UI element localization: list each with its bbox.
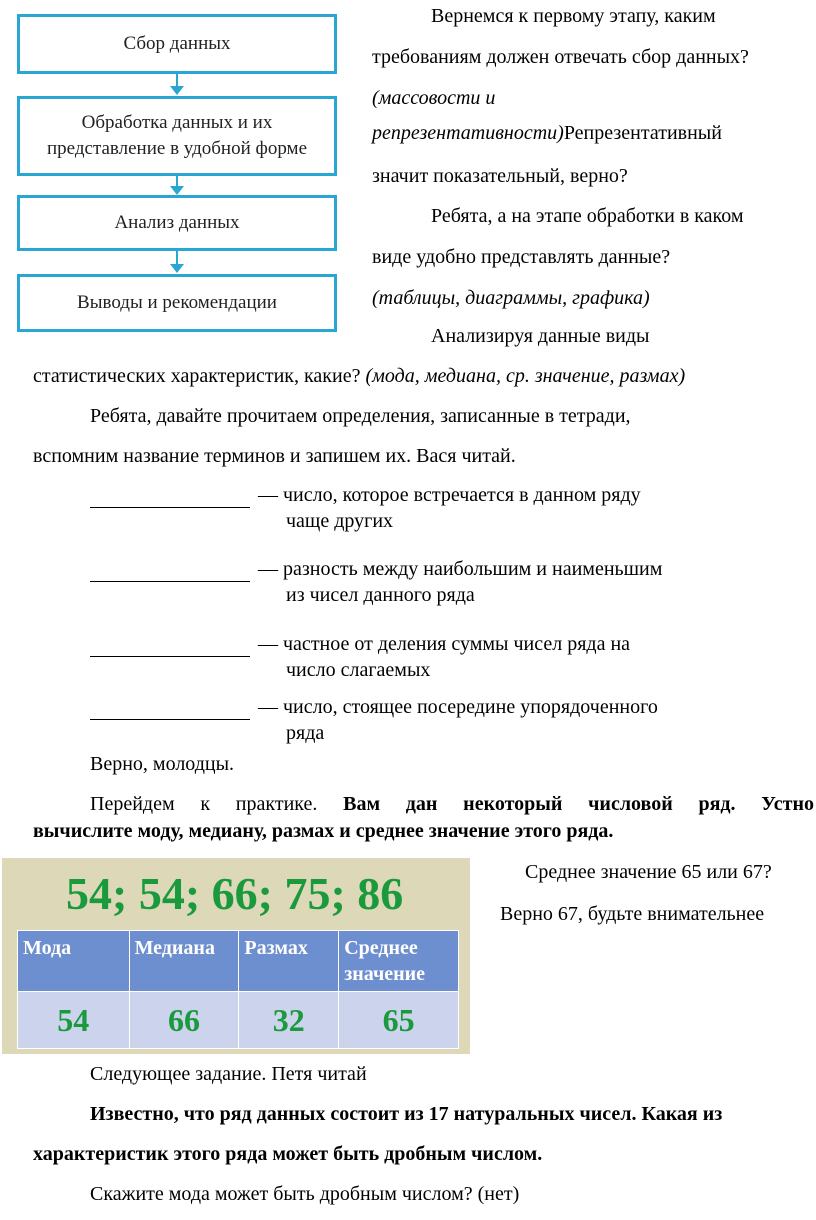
header-mode: Мода: [18, 931, 130, 992]
table-header-row: [18, 931, 459, 992]
value-range: 32: [239, 992, 339, 1049]
value-mode: 54: [18, 992, 130, 1049]
intro-line: требованиям должен отвечать сбор данных?: [372, 46, 749, 68]
answer-blank[interactable]: [90, 656, 250, 657]
practice-task: вычислите моду, медиану, размах и среднее значение этого ряда.: [33, 820, 614, 842]
flowchart-step-conclusions: Выводы и рекомендации: [17, 274, 337, 332]
value-median: 66: [129, 992, 239, 1049]
statistics-table: [17, 930, 459, 1049]
intro-answer: (мода, медиана, ср. значение, размах): [365, 365, 686, 387]
arrow-down-icon: [170, 264, 184, 273]
definition-median: — число, стоящее посередине упорядоченного ряда: [258, 696, 658, 744]
header-median: Медиана: [129, 931, 239, 992]
slide-image: [2, 858, 470, 1054]
next-task-bold: характеристик этого ряда может быть дробным числом.: [33, 1143, 543, 1165]
intro-line: виде удобно представлять данные?: [372, 246, 671, 268]
next-task-question: Скажите мода может быть дробным числом? (нет): [90, 1183, 520, 1205]
header-range: Размах: [239, 931, 339, 992]
side-question: Среднее значение 65 или 67?: [525, 861, 772, 883]
definition-mode: — число, которое встречается в данном ряду чаще других: [258, 484, 641, 532]
answer-blank[interactable]: [90, 719, 250, 720]
flowchart-connector: [176, 251, 178, 265]
intro-line: значит показательный, верно?: [372, 165, 628, 187]
intro-line: Вернемся к первому этапу, каким: [431, 5, 716, 27]
intro-line: Ребята, а на этапе обработки в каком: [431, 205, 744, 227]
table-row: [18, 992, 459, 1049]
intro-line: вспомним название терминов и запишем их. Вася читай.: [33, 445, 516, 467]
arrow-down-icon: [170, 86, 184, 95]
next-task-bold: Известно, что ряд данных состоит из 17 натуральных чисел. Какая из: [90, 1103, 723, 1125]
intro-answer: (таблицы, диаграммы, графика): [372, 287, 650, 309]
practice-line: Перейдем к практике. Вам дан некоторый числовой ряд. Устно: [90, 793, 814, 815]
value-mean: 65: [339, 992, 459, 1049]
arrow-down-icon: [170, 186, 184, 195]
intro-answer: (массовости и: [372, 87, 496, 109]
flowchart-step-collect: Сбор данных: [17, 14, 337, 74]
intro-answer: репрезентативности): [372, 122, 564, 144]
intro-line: Анализируя данные виды: [431, 325, 650, 347]
intro-line: Ребята, давайте прочитаем определения, записанные в тетради,: [90, 405, 631, 427]
next-task-intro: Следующее задание. Петя читай: [90, 1063, 367, 1085]
header-mean: Среднее значение: [339, 931, 459, 992]
number-series: 54; 54; 66; 75; 86: [66, 868, 404, 919]
intro-line: репрезентативности)Репрезентативный: [372, 122, 722, 144]
definition-mean: — частное от деления суммы чисел ряда на число слагаемых: [258, 633, 631, 681]
flowchart-step-process: Обработка данных и их представление в удобной форме: [17, 96, 337, 176]
answer-blank[interactable]: [90, 507, 250, 508]
definition-range: — разность между наибольшим и наименьшим из чисел данного ряда: [258, 558, 663, 606]
praise-text: Верно, молодцы.: [90, 753, 235, 775]
answer-blank[interactable]: [90, 581, 250, 582]
flowchart-step-analysis: Анализ данных: [17, 195, 337, 251]
side-answer: Верно 67, будьте внимательнее: [500, 903, 765, 925]
intro-line: статистических характеристик, какие? (мода, медиана, ср. значение, размах): [33, 365, 686, 387]
